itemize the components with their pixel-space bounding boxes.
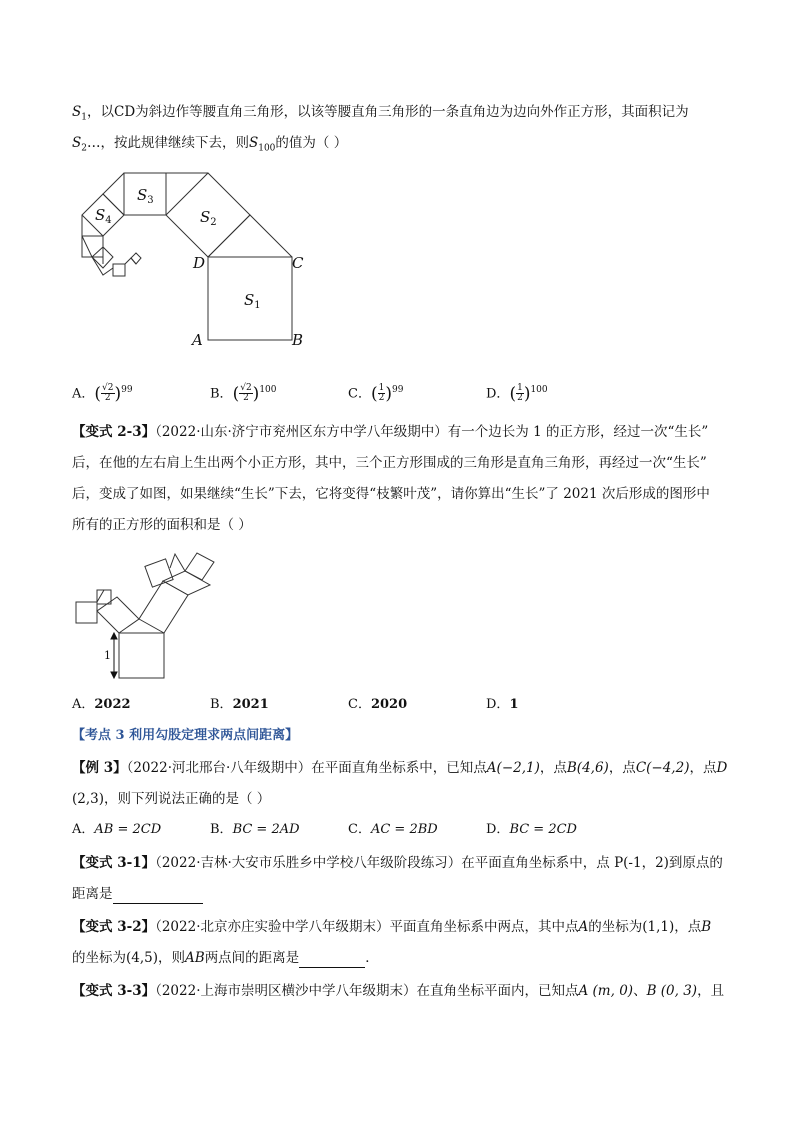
ex3-option-b[interactable]: B．BC = 2AD	[210, 822, 300, 837]
q2-line-3: 后，变成了如图，如果继续“生长”下去，它将变得“枝繁叶茂”，请你算出“生长”了 2021 次后形成的图形中	[72, 486, 710, 502]
label-s4: $S_4$	[95, 206, 112, 226]
ex3-option-d[interactable]: D．BC = 2CD	[486, 822, 577, 837]
v31-answer-blank[interactable]	[113, 887, 203, 904]
q1-option-b[interactable]: B．( $\frac{√2}{2}$ )$^{100}$	[210, 383, 277, 404]
ex3-line-1: 【例 3】（2022·河北邢台·八年级期中）在平面直角坐标系中，已知点A(−2,1)，点B(4,6)，点C(−4,2)，点D	[72, 760, 728, 776]
q2-option-a[interactable]: A．2022	[72, 697, 131, 712]
q1-option-c[interactable]: C．( $\frac{1}{2}$ )$^{99}$	[348, 383, 404, 404]
q1-option-d[interactable]: D．( $\frac{1}{2}$ )$^{100}$	[486, 383, 548, 404]
v32-line-2: 的坐标为(4,5)，则AB两点间的距离是 ．	[72, 950, 379, 966]
label-s3: $S_3$	[137, 186, 154, 206]
q2-line-2: 后，在他的左右肩上生出两个小正方形，其中，三个正方形围成的三角形是直角三角形，再经过一次“生长”	[72, 455, 707, 471]
fig2-side-label: 1	[104, 649, 111, 662]
v32-answer-blank[interactable]	[299, 951, 365, 968]
label-s2: $S_2$	[200, 208, 217, 228]
v33-line-1: 【变式 3-3】（2022·上海市崇明区横沙中学八年级期末）在直角坐标平面内，已知点A (m, 0)、B (0, 3)，且	[72, 983, 725, 999]
ex3-line-2: (2,3)，则下列说法正确的是（ ）	[72, 791, 271, 807]
q2-line-4: 所有的正方形的面积和是（ ）	[72, 517, 252, 533]
q1-option-a[interactable]: A．( $\frac{√2}{2}$ )$^{99}$	[72, 383, 133, 404]
v32-line-1: 【变式 3-2】（2022·北京亦庄实验中学八年级期末）平面直角坐标系中两点，其中点A的坐标为(1,1)，点B	[72, 919, 712, 935]
section-3-heading: 【考点 3 利用勾股定理求两点间距离】	[72, 728, 299, 743]
label-s1: $S_1$	[244, 291, 261, 311]
s1-symbol: S	[72, 104, 82, 120]
intro-line-2: $S_2\dots$，按此规律继续下去，则$S_{100}$的值为（ ）	[72, 135, 348, 154]
label-c: C	[292, 254, 304, 272]
q2-line-1: 【变式 2-3】（2022·山东·济宁市兖州区东方中学八年级期中）有一个边长为 1 的正方形，经过一次“生长”	[72, 424, 709, 440]
spiral-squares-figure	[0, 0, 794, 380]
ex3-option-a[interactable]: A．AB = 2CD	[72, 822, 162, 837]
label-a: A	[192, 331, 203, 349]
ex3-option-c[interactable]: C．AC = 2BD	[348, 822, 438, 837]
q2-option-b[interactable]: B．2021	[210, 697, 269, 712]
label-b: B	[292, 331, 304, 349]
intro-line-1: $S_1$，以CD为斜边作等腰直角三角形，以该等腰直角三角形的一条直角边为边向外作正方形，其面积记为	[72, 104, 689, 123]
v31-line-2: 距离是	[72, 884, 203, 904]
label-d: D	[193, 254, 206, 272]
pythagoras-tree-figure	[0, 540, 300, 690]
q2-option-d[interactable]: D．1	[486, 697, 519, 712]
v31-line-1: 【变式 3-1】（2022·吉林·大安市乐胜乡中学校八年级阶段练习）在平面直角坐标系中，点 P(-1，2)到原点的	[72, 855, 723, 871]
q2-option-c[interactable]: C．2020	[348, 697, 408, 712]
